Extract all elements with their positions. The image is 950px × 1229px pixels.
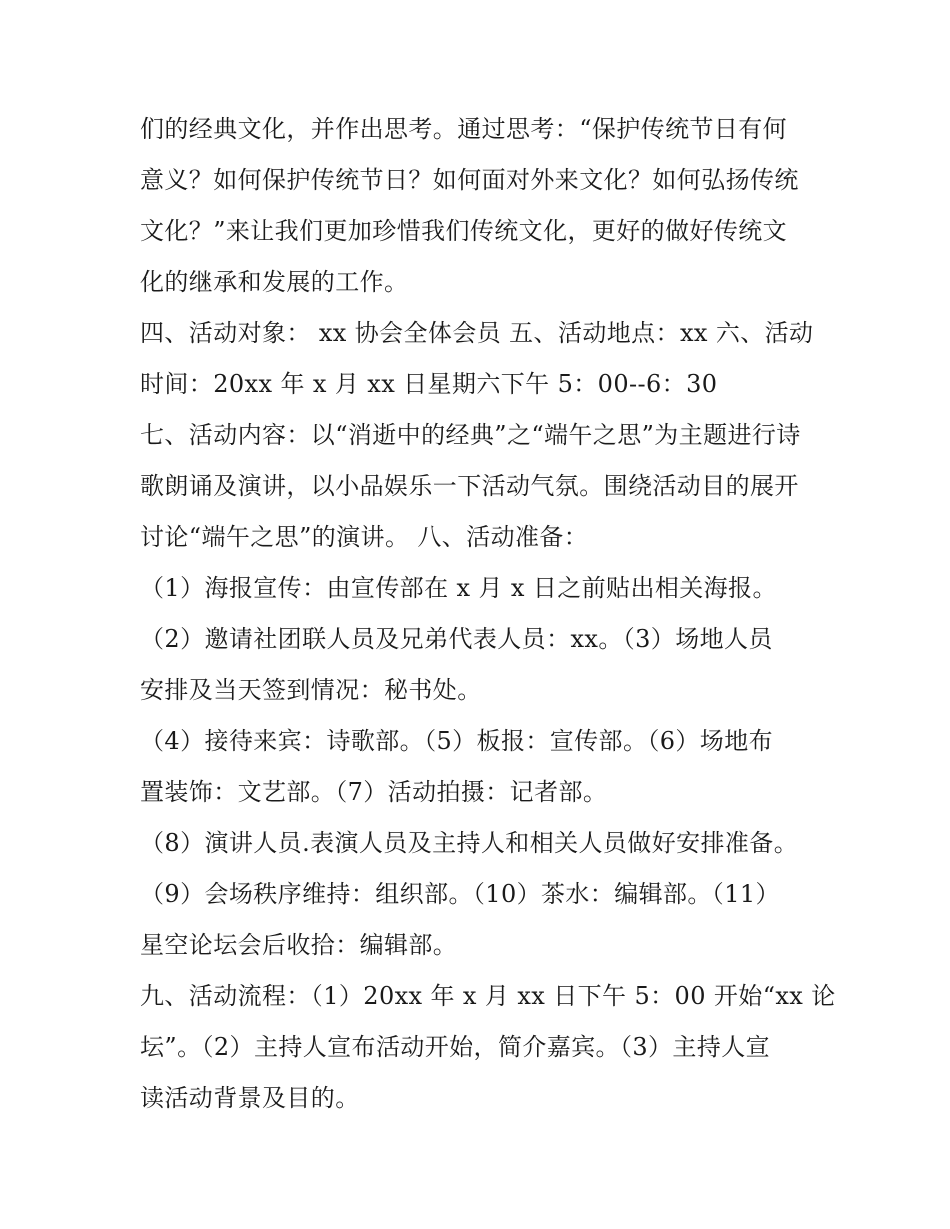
text-line: 意义？如何保护传统节日？如何面对外来文化？如何弘扬传统 (140, 166, 799, 194)
text-line: 读活动背景及目的。 (140, 1084, 360, 1112)
text-line: （1）海报宣传：由宣传部在 x 月 x 日之前贴出相关海报。 (140, 574, 777, 602)
text-line: 化的继承和发展的工作。 (140, 268, 409, 296)
text-line: 九、活动流程：（1）20xx 年 x 月 xx 日下午 5：00 开始“xx 论 (140, 982, 836, 1010)
text-line: 星空论坛会后收拾：编辑部。 (140, 931, 458, 959)
text-line: 时间：20xx 年 x 月 xx 日星期六下午 5：00--6：30 (140, 370, 718, 398)
text-line: 七、活动内容：以“消逝中的经典”之“端午之思”为主题进行诗 (140, 421, 801, 449)
text-line: 安排及当天签到情况：秘书处。 (140, 676, 482, 704)
text-line: （4）接待来宾：诗歌部。（5）板报：宣传部。（6）场地布 (140, 727, 774, 755)
text-line: 歌朗诵及演讲，以小品娱乐一下活动气氛。围绕活动目的展开 (140, 472, 799, 500)
text-line: 们的经典文化，并作出思考。通过思考：“保护传统节日有何 (140, 115, 788, 143)
text-line: 置装饰：文艺部。（7）活动拍摄：记者部。 (140, 778, 608, 806)
text-line: （2）邀请社团联人员及兄弟代表人员：xx。（3）场地人员 (140, 625, 773, 653)
text-line: 讨论“端午之思”的演讲。 八、活动准备： (140, 523, 589, 551)
text-line: （8）演讲人员.表演人员及主持人和相关人员做好安排准备。 (140, 829, 799, 857)
text-line: 坛”。（2）主持人宣布活动开始，简介嘉宾。（3）主持人宣 (140, 1033, 771, 1061)
text-line: 四、活动对象： xx 协会全体会员 五、活动地点：xx 六、活动 (140, 319, 814, 347)
text-line: 文化？”来让我们更加珍惜我们传统文化，更好的做好传统文 (140, 217, 788, 245)
text-line: （9）会场秩序维持：组织部。（10）茶水：编辑部。（11） (140, 880, 780, 908)
